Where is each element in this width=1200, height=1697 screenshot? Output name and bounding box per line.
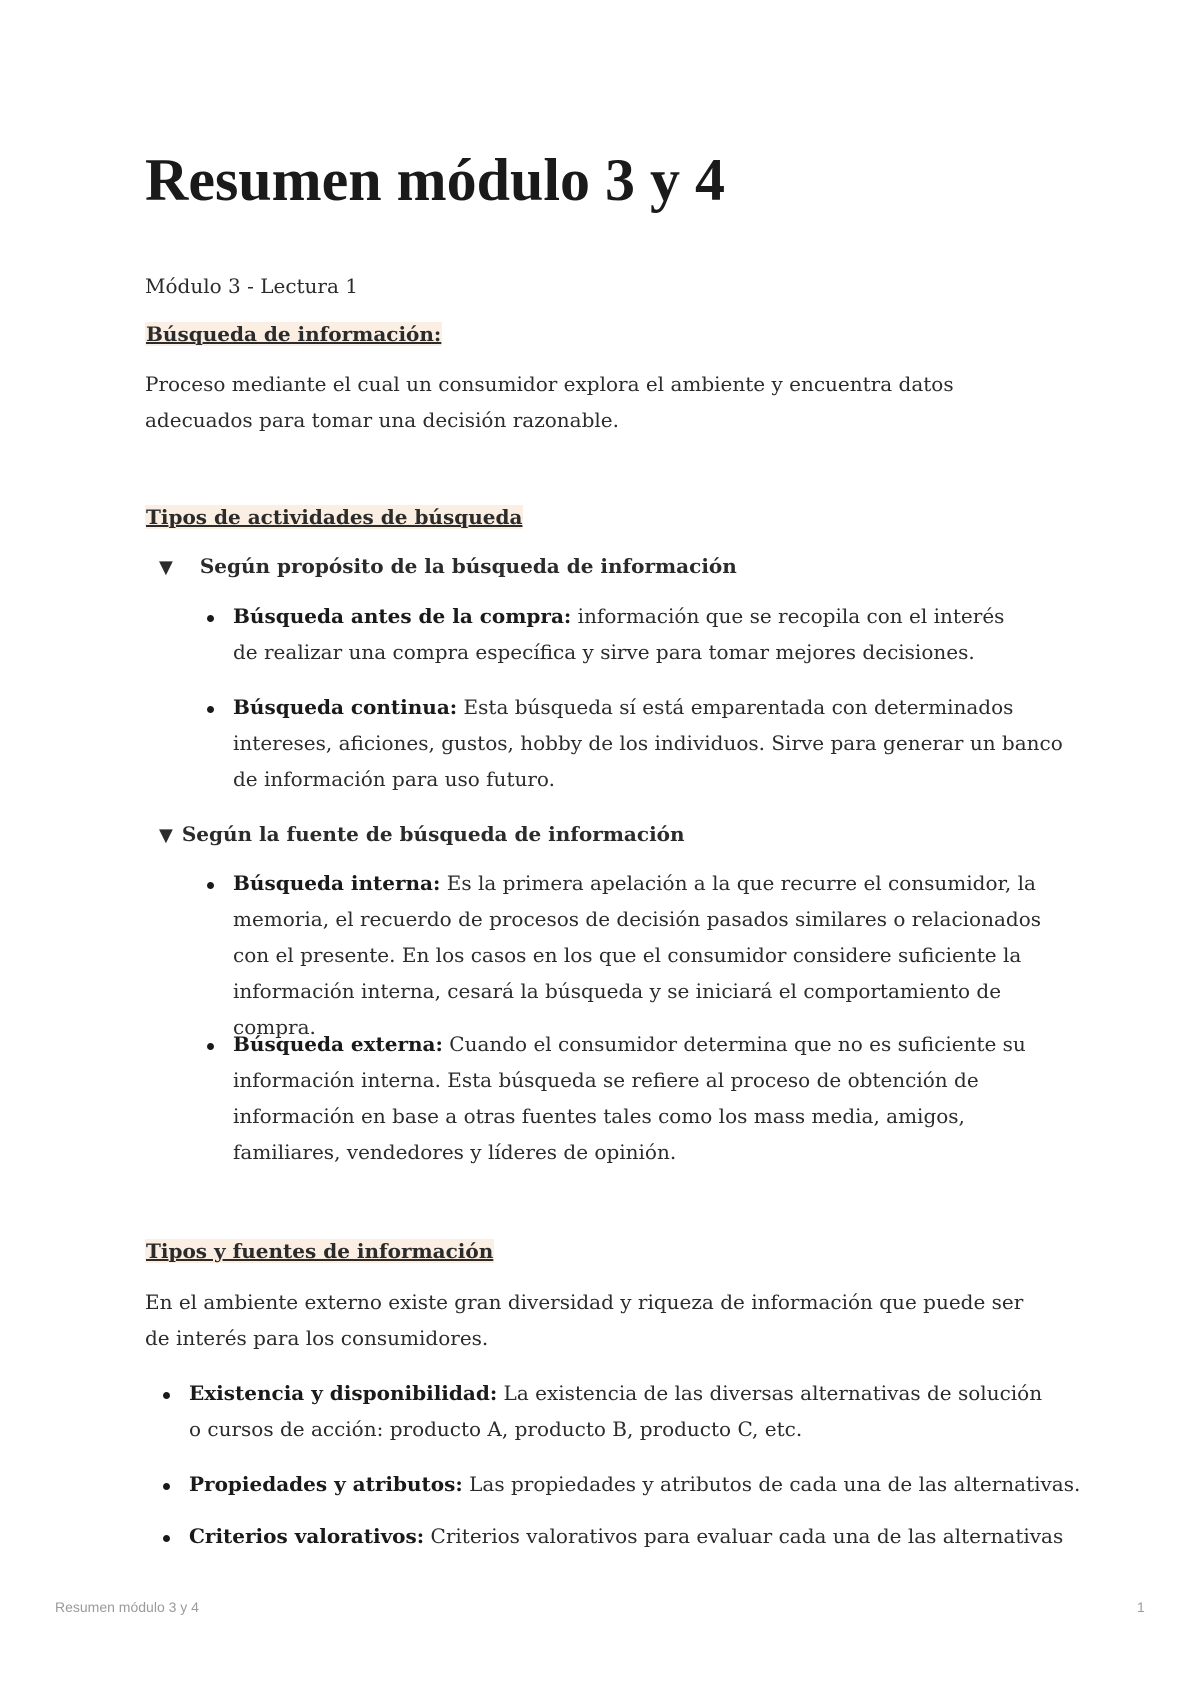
bullet-icon	[207, 706, 214, 713]
heading-text: Tipos de actividades de búsqueda	[146, 505, 523, 529]
bullet-icon	[163, 1392, 170, 1399]
page-number: 1	[1137, 1599, 1145, 1615]
item-term: Propiedades y atributos:	[189, 1472, 463, 1496]
section-heading-busqueda	[145, 316, 442, 352]
triangle-down-icon[interactable]: ▼	[159, 557, 173, 578]
item-text: Criterios valorativos para evaluar cada una de las alternativas	[424, 1524, 1064, 1548]
list-item	[189, 1466, 1081, 1502]
item-text: Es la primera apelación a la que recurre el consumidor, la memoria, el recuerdo de procesos de decisión pasados similares o relacionados con el presente. En los casos en los que el consumidor considere suficiente la información interna, cesará la búsqueda y se iniciará el comportamiento de compra.	[233, 871, 1042, 1039]
item-term: Búsqueda externa:	[233, 1032, 443, 1056]
section-heading-tipos-fuentes	[145, 1233, 494, 1269]
item-text: Cuando el consumidor determina que no es suficiente su información interna. Esta búsqueda se refiere al proceso de obtención de información en base a otras fuentes tales como los mass media, amigos, familiares, vendedores y líderes de opinión.	[233, 1032, 1026, 1164]
triangle-down-icon[interactable]: ▼	[159, 825, 173, 846]
item-term: Búsqueda antes de la compra:	[233, 604, 572, 628]
bullet-icon	[207, 615, 214, 622]
bullet-icon	[207, 1043, 214, 1050]
toggle-label: Según la fuente de búsqueda de información	[181, 822, 685, 846]
heading-text: Tipos y fuentes de información	[146, 1239, 494, 1263]
bullet-icon	[163, 1483, 170, 1490]
bullet-icon	[163, 1535, 170, 1542]
list-item	[189, 1518, 1069, 1554]
item-term: Existencia y disponibilidad:	[189, 1381, 498, 1405]
paragraph-busqueda: Proceso mediante el cual un consumidor explora el ambiente y encuentra datos adecuados para tomar una decisión razonable.	[145, 372, 954, 432]
item-term: Búsqueda interna:	[233, 871, 441, 895]
toggle-proposito[interactable]	[159, 548, 737, 586]
heading-text: Búsqueda de información:	[146, 322, 442, 346]
item-term: Búsqueda continua:	[233, 695, 458, 719]
page-title: Resumen módulo 3 y 4	[145, 147, 726, 213]
footer-title: Resumen módulo 3 y 4	[55, 1599, 199, 1615]
item-text: información que se recopila con el interés de realizar una compra específica y sirve para tomar mejores decisiones.	[233, 604, 1005, 664]
list-item	[233, 598, 1033, 670]
toggle-label: Según propósito de la búsqueda de información	[199, 554, 737, 578]
list-item	[233, 689, 1063, 797]
section-heading-tipos-actividades	[145, 499, 523, 535]
subtitle: Módulo 3 - Lectura 1	[145, 274, 358, 298]
list-item	[233, 865, 1063, 1045]
list-item	[233, 1026, 1053, 1170]
item-text: La existencia de las diversas alternativas de solución o cursos de acción: producto A, producto B, producto C, etc.	[189, 1381, 1043, 1441]
bullet-icon	[207, 882, 214, 889]
item-text: Esta búsqueda sí está emparentada con determinados intereses, aficiones, gustos, hobby de los individuos. Sirve para generar un banco de información para uso futuro.	[233, 695, 1063, 791]
item-term: Criterios valorativos:	[189, 1524, 425, 1548]
list-item	[189, 1375, 1049, 1447]
paragraph-ambiente: En el ambiente externo existe gran diversidad y riqueza de información que puede ser de interés para los consumidores.	[145, 1290, 1024, 1350]
item-text: Las propiedades y atributos de cada una de las alternativas.	[462, 1472, 1081, 1496]
toggle-fuente[interactable]	[159, 816, 685, 854]
